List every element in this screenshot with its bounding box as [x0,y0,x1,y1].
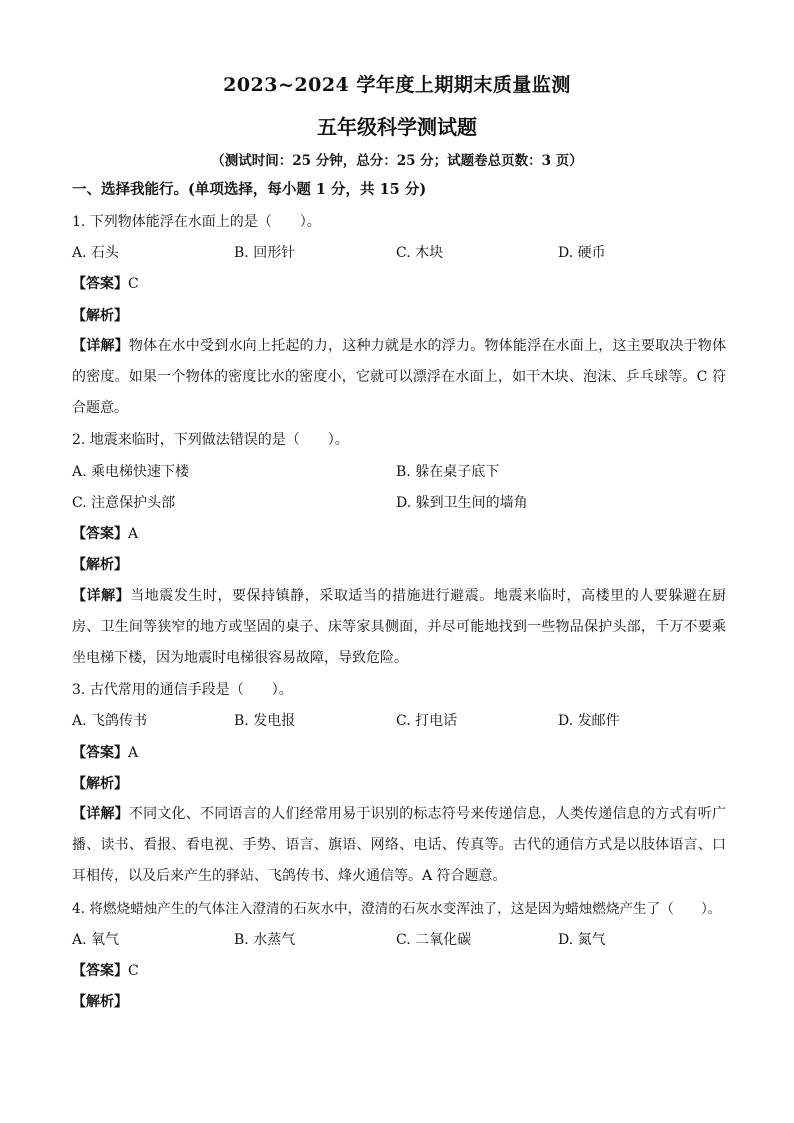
question-4-analysis-label: 【解析】 [72,994,128,1010]
question-4-option-d: D. 氮气 [558,932,606,948]
question-3-option-d: D. 发邮件 [558,713,620,729]
detail-text: 物体在水中受到水向上托起的力，这种力就是水的浮力。物体能浮在水面上，这主要取决于物体的密度。如果一个物体的密度比水的密度小，它就可以漂浮在水面上，如干木块、泡沫、乒乓球等。C 符合题意。 [72,338,726,416]
answer-value: C [128,276,139,292]
detail-label: 【详解】 [72,588,131,604]
question-2-option-a: A. 乘电梯快速下楼 [72,464,190,480]
question-1-analysis-label: 【解析】 [72,308,128,324]
question-3-option-b: B. 发电报 [234,713,296,729]
detail-text: 不同文化、不同语言的人们经常用易于识别的标志符号来传递信息，人类传递信息的方式有听广播、读书、看报、看电视、手势、语言、旗语、网络、电话、传真等。古代的通信方式是以肢体语言、口耳相传，以及后来产生的驿站、飞鸽传书、烽火通信等。A 符合题意。 [72,806,726,884]
question-4-option-c: C. 二氧化碳 [396,932,472,948]
detail-text: 当地震发生时，要保持镇静，采取适当的措施进行避震。地震来临时，高楼里的人要躲避在厨房、卫生间等狭窄的地方或坚固的桌子、床等家具侧面，并尽可能地找到一些物品保护头部，千万不要乘坐电梯下楼，因为地震时电梯很容易故障，导致危险。 [72,588,727,666]
question-1-detail [72,331,726,424]
answer-label: 【答案】 [72,526,128,542]
question-1-option-a: A. 石头 [72,245,120,261]
question-2-detail [72,581,726,674]
question-3-detail [72,799,726,892]
exam-title: 2023~2024 学年度上期期末质量监测 [223,74,571,96]
question-2-option-b: B. 躲在桌子底下 [396,464,500,480]
answer-value: A [128,745,139,761]
exam-subtitle: 五年级科学测试题 [317,115,477,139]
question-3-answer [72,744,138,762]
question-4-option-a: A. 氧气 [72,932,120,948]
question-1-stem: 1. 下列物体能浮在水面上的是（ ）。 [72,214,321,230]
detail-label: 【详解】 [72,338,129,354]
exam-info: （测试时间：25 分钟，总分：25 分；试题卷总页数：3 页） [211,153,583,169]
question-1-option-c: C. 木块 [396,245,444,261]
question-1-option-d: D. 硬币 [558,245,606,261]
section-heading: 一、选择我能行。(单项选择，每小题 1 分，共 15 分) [72,181,427,198]
answer-label: 【答案】 [72,276,128,292]
question-2-answer [72,525,138,543]
question-1-answer [72,275,139,293]
question-2-stem: 2. 地震来临时，下列做法错误的是（ ）。 [72,432,349,448]
question-2-option-c: C. 注意保护头部 [72,495,176,511]
question-3-stem: 3. 古代常用的通信手段是（ ）。 [72,682,293,698]
question-4-option-b: B. 水蒸气 [234,932,296,948]
answer-value: A [128,526,139,542]
question-3-analysis-label: 【解析】 [72,776,128,792]
question-3-option-c: C. 打电话 [396,713,458,729]
question-1-option-b: B. 回形针 [234,245,296,261]
question-4-answer [72,962,139,980]
answer-value: C [128,963,139,979]
answer-label: 【答案】 [72,745,128,761]
question-2-option-d: D. 躲到卫生间的墙角 [396,495,528,511]
question-4-stem: 4. 将燃烧蜡烛产生的气体注入澄清的石灰水中，澄清的石灰水变浑浊了，这是因为蜡烛燃烧产生了（ ）。 [72,901,722,917]
answer-label: 【答案】 [72,963,128,979]
detail-label: 【详解】 [72,806,129,822]
question-2-analysis-label: 【解析】 [72,557,128,573]
question-3-option-a: A. 飞鸽传书 [72,713,148,729]
